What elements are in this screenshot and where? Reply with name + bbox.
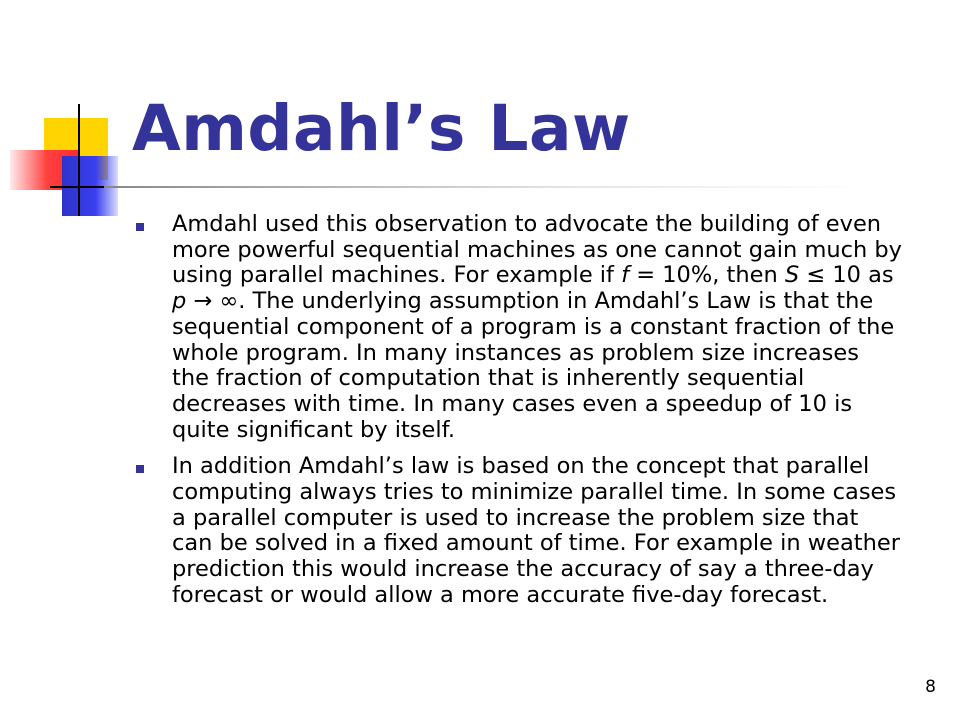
text-line: whole program. In many instances as problem size increases: [172, 339, 859, 366]
bullet-text: [172, 454, 946, 608]
text-line: computing always tries to minimize parallel time. In some cases: [172, 479, 897, 506]
text-line: Amdahl used this observation to advocate the building of even: [172, 211, 882, 237]
text-line: [172, 289, 946, 315]
variable-s: S: [784, 262, 800, 289]
variable-p-limit: p → ∞: [172, 288, 239, 315]
text-line: quite significant by itself.: [172, 416, 456, 443]
text-run: ≤ 10 as: [799, 262, 894, 289]
bullet-square-icon: [136, 465, 144, 473]
text-run: using parallel machines. For example if: [172, 262, 622, 289]
text-run: . The underlying assumption in Amdahl’s Law is that the: [238, 288, 874, 315]
text-line: the fraction of computation that is inherently sequential: [172, 365, 805, 392]
text-line: forecast or would allow a more accurate five-day forecast.: [172, 581, 829, 608]
vertical-line-decoration: [78, 104, 80, 216]
text-line: a parallel computer is used to increase the problem size that: [172, 504, 859, 531]
bullet-square-icon: [136, 223, 144, 231]
bullet-item: [134, 454, 946, 608]
text-line: prediction this would increase the accuracy of say a three-day: [172, 556, 874, 583]
variable-f: f: [621, 262, 630, 289]
text-line: In addition Amdahl’s law is based on the concept that parallel: [172, 453, 870, 480]
text-line: [172, 263, 946, 289]
bullet-text: [172, 212, 946, 443]
bullet-list: [134, 212, 946, 609]
bullet-item: [134, 212, 946, 443]
text-line: sequential component of a program is a constant fraction of the: [172, 313, 895, 340]
text-run: = 10%, then: [629, 262, 785, 289]
text-line: more powerful sequential machines as one cannot gain much by: [172, 236, 902, 263]
title-underline: [104, 186, 864, 188]
slide-title: Amdahl’s Law: [132, 92, 631, 165]
text-line: can be solved in a fixed amount of time. For example in weather: [172, 530, 900, 557]
page-number: 8: [925, 677, 936, 697]
text-line: decreases with time. In many cases even a speedup of 10 is: [172, 390, 853, 417]
